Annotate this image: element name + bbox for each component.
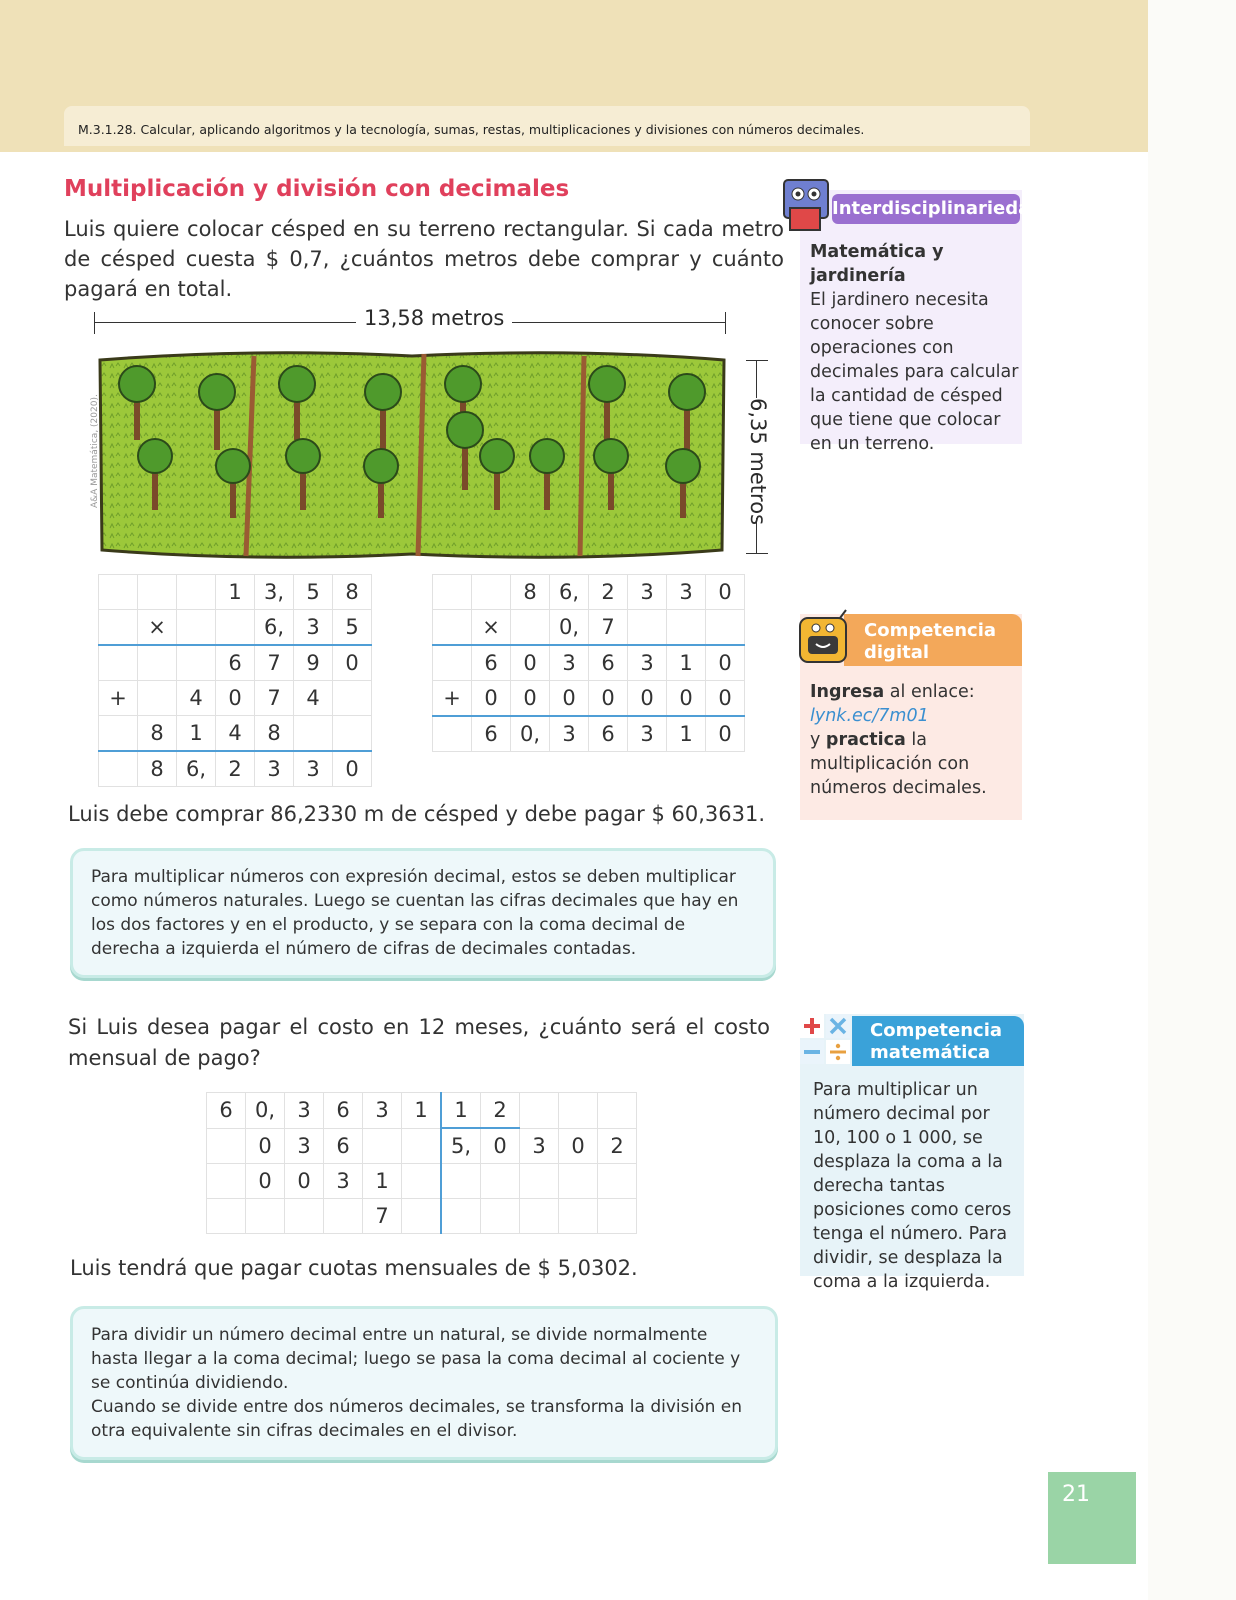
table-cell: 6 (589, 645, 628, 681)
table-cell (520, 1093, 559, 1129)
page-edge (1148, 0, 1236, 1600)
table-cell (207, 1164, 246, 1199)
sidebar-math-competence (800, 1014, 1024, 1292)
table-cell: 5 (333, 610, 372, 646)
table-cell (99, 716, 138, 752)
math-competence-text: Para multiplicar un número decimal por 10, 100 o 1 000, se desplaza la coma a la derecha tantas posiciones como ceros tenga el número. Para dividir, se desplaza la coma a la izquierda. (813, 1080, 1012, 1292)
table-cell: 7 (255, 681, 294, 716)
table-row (99, 645, 372, 681)
table-cell: 0 (246, 1128, 285, 1164)
table-cell: 3 (255, 751, 294, 787)
table-cell (481, 1199, 520, 1234)
table-row (433, 681, 745, 717)
multiplication-table-1 (98, 574, 372, 787)
table-cell (667, 610, 706, 646)
table-cell: 3 (628, 645, 667, 681)
book-character-icon (774, 174, 840, 234)
table-cell: 6, (255, 610, 294, 646)
table-cell (598, 1199, 637, 1234)
interdisciplinary-body (810, 240, 1020, 456)
table-cell (402, 1128, 442, 1164)
table-cell: × (472, 610, 511, 646)
height-label: 6,35 metros (746, 398, 770, 526)
table-cell: 3 (628, 575, 667, 610)
table-cell: 8 (138, 751, 177, 787)
table-cell (333, 681, 372, 716)
table-row (99, 716, 372, 752)
table-cell: 6 (207, 1093, 246, 1129)
table-cell (138, 681, 177, 716)
table-cell: 0 (511, 645, 550, 681)
table-cell: 7 (589, 610, 628, 646)
table-cell: 0, (511, 716, 550, 752)
table-cell (433, 716, 472, 752)
table-cell: 8 (511, 575, 550, 610)
table-cell: 0 (628, 681, 667, 717)
table-cell (99, 575, 138, 610)
table-row (207, 1199, 637, 1234)
table-cell (481, 1164, 520, 1199)
lawn-illustration (94, 350, 730, 560)
table-cell: 6 (589, 716, 628, 752)
table-cell: 2 (216, 751, 255, 787)
table-cell (598, 1164, 637, 1199)
table-cell (99, 610, 138, 646)
width-dimension (94, 306, 726, 336)
table-cell (559, 1093, 598, 1129)
height-dimension (742, 360, 772, 554)
table-cell: 3 (550, 645, 589, 681)
table-cell: 3 (285, 1093, 324, 1129)
table-cell: 3 (363, 1093, 402, 1129)
table-cell: 3 (294, 610, 333, 646)
table-cell: 4 (177, 681, 216, 716)
table-cell: 2 (481, 1093, 520, 1129)
table-cell: + (433, 681, 472, 717)
question-text: Si Luis desea pagar el costo en 12 meses, ¿cuánto será el costo mensual de pago? (68, 1015, 770, 1070)
table-cell (433, 610, 472, 646)
table-cell: 6 (324, 1128, 363, 1164)
robot-icon (794, 608, 854, 670)
table-row (207, 1093, 637, 1129)
table-cell (333, 716, 372, 752)
table-row (433, 645, 745, 681)
interdisciplinary-label: Interdisciplinariedad (832, 194, 1020, 224)
table-cell (207, 1199, 246, 1234)
table-cell (511, 610, 550, 646)
table-cell: × (138, 610, 177, 646)
sidebar-interdisciplinary (800, 190, 1044, 454)
table-cell (324, 1199, 363, 1234)
table-cell: 0 (481, 1128, 520, 1164)
table-cell: 2 (589, 575, 628, 610)
table-cell: 0 (472, 681, 511, 717)
table-cell: 0 (667, 681, 706, 717)
table-row (207, 1164, 637, 1199)
table-cell (433, 645, 472, 681)
section-title: Multiplicación y división con decimales (64, 176, 570, 202)
table-cell: 1 (177, 716, 216, 752)
table-cell (138, 645, 177, 681)
table-cell (472, 575, 511, 610)
table-row (433, 575, 745, 610)
table-cell: 3, (255, 575, 294, 610)
table-cell: 6, (550, 575, 589, 610)
table-cell (363, 1128, 402, 1164)
table-cell: 5 (294, 575, 333, 610)
table-cell (402, 1199, 442, 1234)
table-cell (177, 645, 216, 681)
table-cell (706, 610, 745, 646)
width-label: 13,58 metros (356, 306, 512, 330)
table-cell: 6, (177, 751, 216, 787)
table-cell: 0 (706, 645, 745, 681)
table-cell (628, 610, 667, 646)
table-cell (559, 1199, 598, 1234)
table-cell (207, 1128, 246, 1164)
table-cell: 5, (441, 1128, 481, 1164)
digital-competence-label: Competencia digital (844, 614, 1022, 666)
table-cell: 0, (246, 1093, 285, 1129)
table-cell: 6 (472, 716, 511, 752)
table-cell: 0 (706, 681, 745, 717)
division-table (206, 1092, 637, 1234)
table-cell (99, 751, 138, 787)
table-cell: 1 (441, 1093, 481, 1129)
table-cell (520, 1164, 559, 1199)
table-cell (441, 1164, 481, 1199)
table-cell: 0 (589, 681, 628, 717)
table-cell: 3 (520, 1128, 559, 1164)
math-operations-icon (798, 1012, 854, 1070)
table-cell: 6 (472, 645, 511, 681)
table-cell: 2 (598, 1128, 637, 1164)
math-competence-label: Competencia matemática (852, 1016, 1024, 1066)
table-row (99, 575, 372, 610)
table-cell: 1 (363, 1164, 402, 1199)
table-cell: + (99, 681, 138, 716)
table-cell: 3 (285, 1128, 324, 1164)
sidebar-digital-competence (800, 614, 1022, 820)
page-number: 21 (1062, 1482, 1090, 1507)
table-row (433, 716, 745, 752)
table-cell: 3 (324, 1164, 363, 1199)
page-number-tab (1048, 1472, 1136, 1564)
table-cell: 9 (294, 645, 333, 681)
table-cell: 0 (285, 1164, 324, 1199)
image-credit: A&A Matemática, (2020). (90, 394, 100, 508)
table-cell (99, 645, 138, 681)
table-cell: 0 (246, 1164, 285, 1199)
table-cell (294, 716, 333, 752)
table-cell (441, 1199, 481, 1234)
answer-division: Luis tendrá que pagar cuotas mensuales de $ 5,0302. (70, 1256, 638, 1280)
table-cell: 8 (255, 716, 294, 752)
table-cell: 1 (667, 716, 706, 752)
interdisciplinary-title: Matemática y jardinería (810, 242, 944, 286)
table-row (99, 681, 372, 716)
table-row (433, 610, 745, 646)
table-cell: 8 (333, 575, 372, 610)
table-cell: 4 (294, 681, 333, 716)
interdisciplinary-text: El jardinero necesita conocer sobre operaciones con decimales para calcular la cantidad de césped que tiene que colocar en un terreno. (810, 290, 1019, 454)
table-cell: 6 (216, 645, 255, 681)
table-cell (246, 1199, 285, 1234)
standard-bar (64, 106, 1030, 146)
table-cell: 7 (363, 1199, 402, 1234)
table-cell: 0 (550, 681, 589, 717)
table-cell: 0 (333, 645, 372, 681)
table-row (99, 610, 372, 646)
note-paragraph: Cuando se divide entre dos números decimales, se transforma la división en otra equivalente sin cifras decimales en el divisor. (91, 1397, 743, 1441)
table-cell (520, 1199, 559, 1234)
table-row (99, 751, 372, 787)
note-paragraph: Para dividir un número decimal entre un natural, se divide normalmente hasta llegar a la coma decimal; luego se pasa la coma decimal al cociente y se continúa dividiendo. (91, 1325, 741, 1393)
table-cell: 6 (324, 1093, 363, 1129)
table-cell: 4 (216, 716, 255, 752)
multiplication-rule-note (70, 848, 776, 978)
note-text: Para multiplicar números con expresión decimal, estos se deben multiplicar como números naturales. Luego se cuentan las cifras decimales que hay en los dos factores y en el producto, y se separa con la coma decimal de derecha a izquierda el número de cifras de decimales contadas. (91, 867, 739, 959)
table-cell: 7 (255, 645, 294, 681)
division-rule-note (70, 1306, 778, 1460)
table-cell (177, 575, 216, 610)
practice-link[interactable]: lynk.ec/7m01 (810, 706, 929, 726)
table-cell (216, 610, 255, 646)
digital-competence-body: Ingresa al enlace: lynk.ec/7m01 y practica la multiplicación con números decimales. (810, 682, 987, 798)
table-row (207, 1128, 637, 1164)
table-cell (177, 610, 216, 646)
table-cell: 0 (706, 575, 745, 610)
table-cell (402, 1164, 442, 1199)
table-cell: 0 (706, 716, 745, 752)
table-cell: 3 (667, 575, 706, 610)
table-cell: 8 (138, 716, 177, 752)
table-cell (138, 575, 177, 610)
table-cell: 0, (550, 610, 589, 646)
table-cell: 0 (216, 681, 255, 716)
table-cell: 1 (402, 1093, 442, 1129)
answer-multiplication: Luis debe comprar 86,2330 m de césped y debe pagar $ 60,3631. (68, 802, 766, 826)
table-cell (285, 1199, 324, 1234)
table-cell: 1 (216, 575, 255, 610)
table-cell: 3 (550, 716, 589, 752)
table-cell: 0 (333, 751, 372, 787)
table-cell: 3 (628, 716, 667, 752)
table-cell: 0 (511, 681, 550, 717)
table-cell (559, 1164, 598, 1199)
multiplication-table-2 (432, 574, 745, 752)
table-cell (433, 575, 472, 610)
table-cell: 0 (559, 1128, 598, 1164)
table-cell (598, 1093, 637, 1129)
problem-text: Luis quiere colocar césped en su terreno rectangular. Si cada metro de césped cuesta $ 0,7, ¿cuántos metros debe comprar y cuánto pagará en total. (64, 217, 784, 301)
table-cell: 1 (667, 645, 706, 681)
standard-text: M.3.1.28. Calcular, aplicando algoritmos y la tecnología, sumas, restas, multiplicaciones y divisiones con números decimales. (78, 122, 865, 137)
table-cell: 3 (294, 751, 333, 787)
